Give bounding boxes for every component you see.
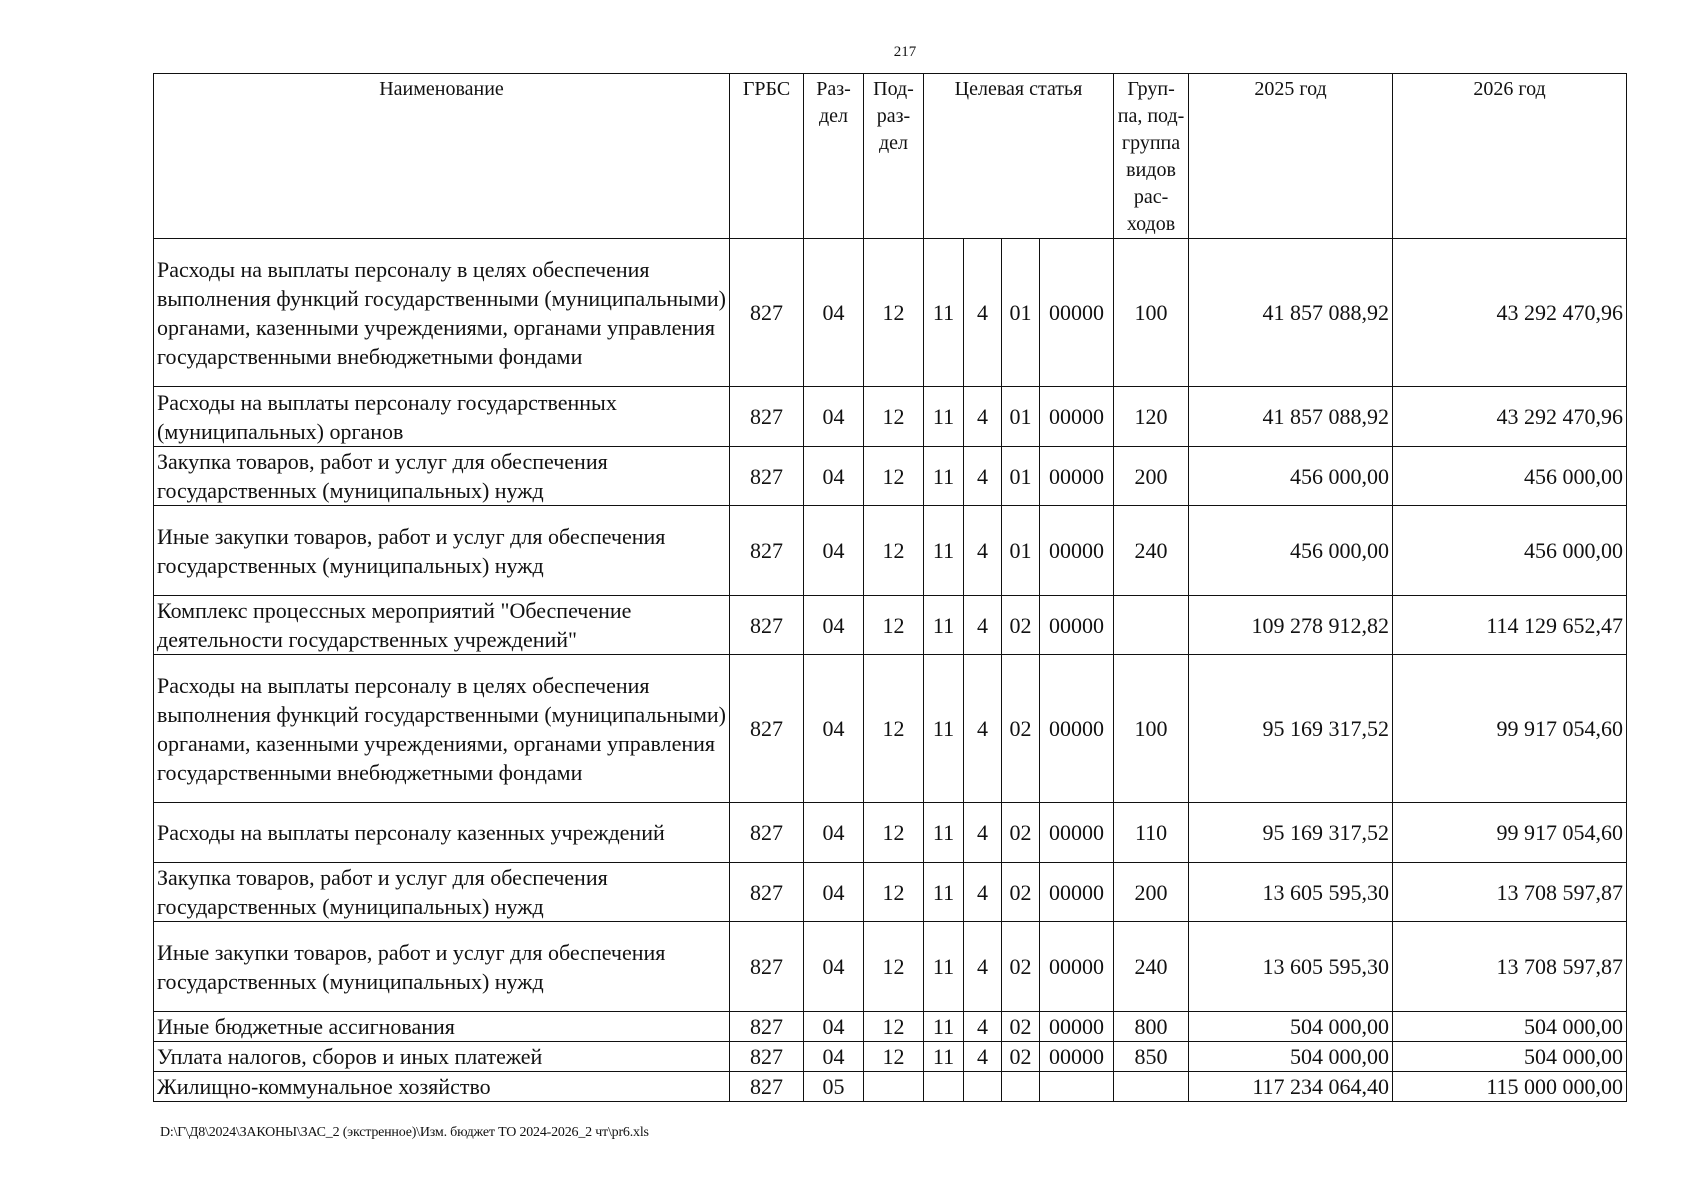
amount-2025-cell: 504 000,00 [1189,1042,1393,1072]
subsection-cell: 12 [864,387,924,447]
table-row [154,1072,1627,1102]
target-complex-cell: 02 [1002,922,1040,1012]
grbs-cell: 827 [730,447,804,506]
row-name: Иные закупки товаров, работ и услуг для обеспечения государственных (муниципальных) нужд [154,922,730,1012]
target-program-cell: 11 [924,1012,964,1042]
target-direction-cell: 00000 [1040,863,1114,922]
target-complex-cell: 02 [1002,803,1040,863]
expense-group-cell: 800 [1114,1012,1189,1042]
section-cell: 04 [804,447,864,506]
section-cell: 04 [804,922,864,1012]
amount-2025-cell: 95 169 317,52 [1189,803,1393,863]
row-name: Иные бюджетные ассигнования [154,1012,730,1042]
target-type-cell: 4 [964,387,1002,447]
grbs-cell: 827 [730,922,804,1012]
target-direction-cell: 00000 [1040,803,1114,863]
expense-group-cell: 200 [1114,863,1189,922]
grbs-cell: 827 [730,596,804,655]
row-name: Комплекс процессных мероприятий "Обеспечение деятельности государственных учреждений" [154,596,730,655]
expense-group-cell: 110 [1114,803,1189,863]
table-row [154,447,1627,506]
section-cell: 05 [804,1072,864,1102]
target-direction-cell: 00000 [1040,1012,1114,1042]
amount-2025-cell: 109 278 912,82 [1189,596,1393,655]
amount-2026-cell: 43 292 470,96 [1393,239,1627,387]
target-type-cell: 4 [964,655,1002,803]
expense-group-cell: 200 [1114,447,1189,506]
amount-2025-cell: 13 605 595,30 [1189,863,1393,922]
target-direction-cell: 00000 [1040,1042,1114,1072]
subsection-cell: 12 [864,863,924,922]
expense-group-cell: 850 [1114,1042,1189,1072]
subsection-cell [864,1072,924,1102]
subsection-cell: 12 [864,596,924,655]
subsection-cell: 12 [864,239,924,387]
target-type-cell: 4 [964,447,1002,506]
row-name: Расходы на выплаты персоналу государственных (муниципальных) органов [154,387,730,447]
amount-2025-cell: 456 000,00 [1189,506,1393,596]
subsection-cell: 12 [864,803,924,863]
header-year-2025: 2025 год [1189,74,1393,239]
target-type-cell: 4 [964,922,1002,1012]
grbs-cell: 827 [730,655,804,803]
table-row [154,863,1627,922]
target-program-cell: 11 [924,922,964,1012]
row-name: Уплата налогов, сборов и иных платежей [154,1042,730,1072]
table-row [154,803,1627,863]
grbs-cell: 827 [730,1042,804,1072]
budget-table [153,73,1627,1102]
target-direction-cell: 00000 [1040,922,1114,1012]
grbs-cell: 827 [730,863,804,922]
target-program-cell [924,1072,964,1102]
amount-2026-cell: 13 708 597,87 [1393,922,1627,1012]
amount-2026-cell: 115 000 000,00 [1393,1072,1627,1102]
target-type-cell: 4 [964,803,1002,863]
header-name: Наименование [154,74,730,239]
expense-group-cell: 100 [1114,239,1189,387]
amount-2026-cell: 114 129 652,47 [1393,596,1627,655]
header-row [154,74,1627,239]
amount-2025-cell: 95 169 317,52 [1189,655,1393,803]
target-type-cell: 4 [964,863,1002,922]
subsection-cell: 12 [864,1042,924,1072]
grbs-cell: 827 [730,387,804,447]
target-direction-cell: 00000 [1040,655,1114,803]
target-program-cell: 11 [924,1042,964,1072]
target-complex-cell [1002,1072,1040,1102]
header-subsection: Под- раз- дел [864,74,924,239]
header-target-article: Целевая статья [924,74,1114,239]
target-complex-cell: 01 [1002,239,1040,387]
subsection-cell: 12 [864,506,924,596]
section-cell: 04 [804,655,864,803]
target-program-cell: 11 [924,863,964,922]
target-program-cell: 11 [924,596,964,655]
amount-2026-cell: 43 292 470,96 [1393,387,1627,447]
amount-2025-cell: 41 857 088,92 [1189,387,1393,447]
section-cell: 04 [804,596,864,655]
grbs-cell: 827 [730,1072,804,1102]
table-row [154,922,1627,1012]
section-cell: 04 [804,863,864,922]
footer-file-path: D:\Г\Д8\2024\ЗАКОНЫ\ЗАС_2 (экстренное)\Изм. бюджет ТО 2024-2026_2 чт\pr6.xls [160,1125,649,1140]
subsection-cell: 12 [864,1012,924,1042]
target-type-cell: 4 [964,596,1002,655]
header-section: Раз- дел [804,74,864,239]
target-direction-cell: 00000 [1040,239,1114,387]
target-complex-cell: 01 [1002,447,1040,506]
target-direction-cell: 00000 [1040,447,1114,506]
grbs-cell: 827 [730,506,804,596]
target-type-cell: 4 [964,239,1002,387]
target-type-cell: 4 [964,506,1002,596]
table-row [154,655,1627,803]
target-complex-cell: 02 [1002,1012,1040,1042]
subsection-cell: 12 [864,447,924,506]
header-expense-group: Груп- па, под- группа видов рас- ходов [1114,74,1189,239]
table-body [154,239,1627,1102]
table-row [154,1042,1627,1072]
table-row [154,596,1627,655]
table-row [154,387,1627,447]
section-cell: 04 [804,1012,864,1042]
target-direction-cell: 00000 [1040,596,1114,655]
row-name: Иные закупки товаров, работ и услуг для обеспечения государственных (муниципальных) нужд [154,506,730,596]
target-program-cell: 11 [924,239,964,387]
amount-2026-cell: 99 917 054,60 [1393,655,1627,803]
grbs-cell: 827 [730,239,804,387]
target-direction-cell [1040,1072,1114,1102]
target-program-cell: 11 [924,655,964,803]
section-cell: 04 [804,239,864,387]
expense-group-cell: 240 [1114,922,1189,1012]
row-name: Расходы на выплаты персоналу в целях обеспечения выполнения функций государственными (муниципальными) органами, казенными учреждениями, органами управления государственными внебюджетными фондами [154,655,730,803]
amount-2026-cell: 504 000,00 [1393,1012,1627,1042]
row-name: Закупка товаров, работ и услуг для обеспечения государственных (муниципальных) нужд [154,447,730,506]
target-complex-cell: 02 [1002,596,1040,655]
table-row [154,239,1627,387]
row-name: Жилищно-коммунальное хозяйство [154,1072,730,1102]
target-complex-cell: 01 [1002,387,1040,447]
header-year-2026: 2026 год [1393,74,1627,239]
amount-2025-cell: 41 857 088,92 [1189,239,1393,387]
expense-group-cell [1114,1072,1189,1102]
section-cell: 04 [804,803,864,863]
target-program-cell: 11 [924,387,964,447]
amount-2026-cell: 504 000,00 [1393,1042,1627,1072]
table-row [154,1012,1627,1042]
header-grbs: ГРБС [730,74,804,239]
table-row [154,506,1627,596]
target-direction-cell: 00000 [1040,506,1114,596]
section-cell: 04 [804,506,864,596]
amount-2026-cell: 99 917 054,60 [1393,803,1627,863]
amount-2025-cell: 13 605 595,30 [1189,922,1393,1012]
target-complex-cell: 02 [1002,655,1040,803]
amount-2025-cell: 117 234 064,40 [1189,1072,1393,1102]
expense-group-cell: 240 [1114,506,1189,596]
row-name: Расходы на выплаты персоналу в целях обеспечения выполнения функций государственными (муниципальными) органами, казенными учреждениями, органами управления государственными внебюджетными фондами [154,239,730,387]
target-type-cell: 4 [964,1012,1002,1042]
section-cell: 04 [804,387,864,447]
row-name: Расходы на выплаты персоналу казенных учреждений [154,803,730,863]
amount-2025-cell: 456 000,00 [1189,447,1393,506]
target-complex-cell: 02 [1002,1042,1040,1072]
amount-2025-cell: 504 000,00 [1189,1012,1393,1042]
page-number: 217 [893,44,917,60]
target-program-cell: 11 [924,506,964,596]
target-program-cell: 11 [924,447,964,506]
target-program-cell: 11 [924,803,964,863]
expense-group-cell: 120 [1114,387,1189,447]
target-direction-cell: 00000 [1040,387,1114,447]
section-cell: 04 [804,1042,864,1072]
amount-2026-cell: 456 000,00 [1393,447,1627,506]
amount-2026-cell: 13 708 597,87 [1393,863,1627,922]
target-type-cell [964,1072,1002,1102]
target-complex-cell: 02 [1002,863,1040,922]
expense-group-cell: 100 [1114,655,1189,803]
target-complex-cell: 01 [1002,506,1040,596]
expense-group-cell [1114,596,1189,655]
target-type-cell: 4 [964,1042,1002,1072]
grbs-cell: 827 [730,803,804,863]
grbs-cell: 827 [730,1012,804,1042]
row-name: Закупка товаров, работ и услуг для обеспечения государственных (муниципальных) нужд [154,863,730,922]
subsection-cell: 12 [864,655,924,803]
amount-2026-cell: 456 000,00 [1393,506,1627,596]
subsection-cell: 12 [864,922,924,1012]
